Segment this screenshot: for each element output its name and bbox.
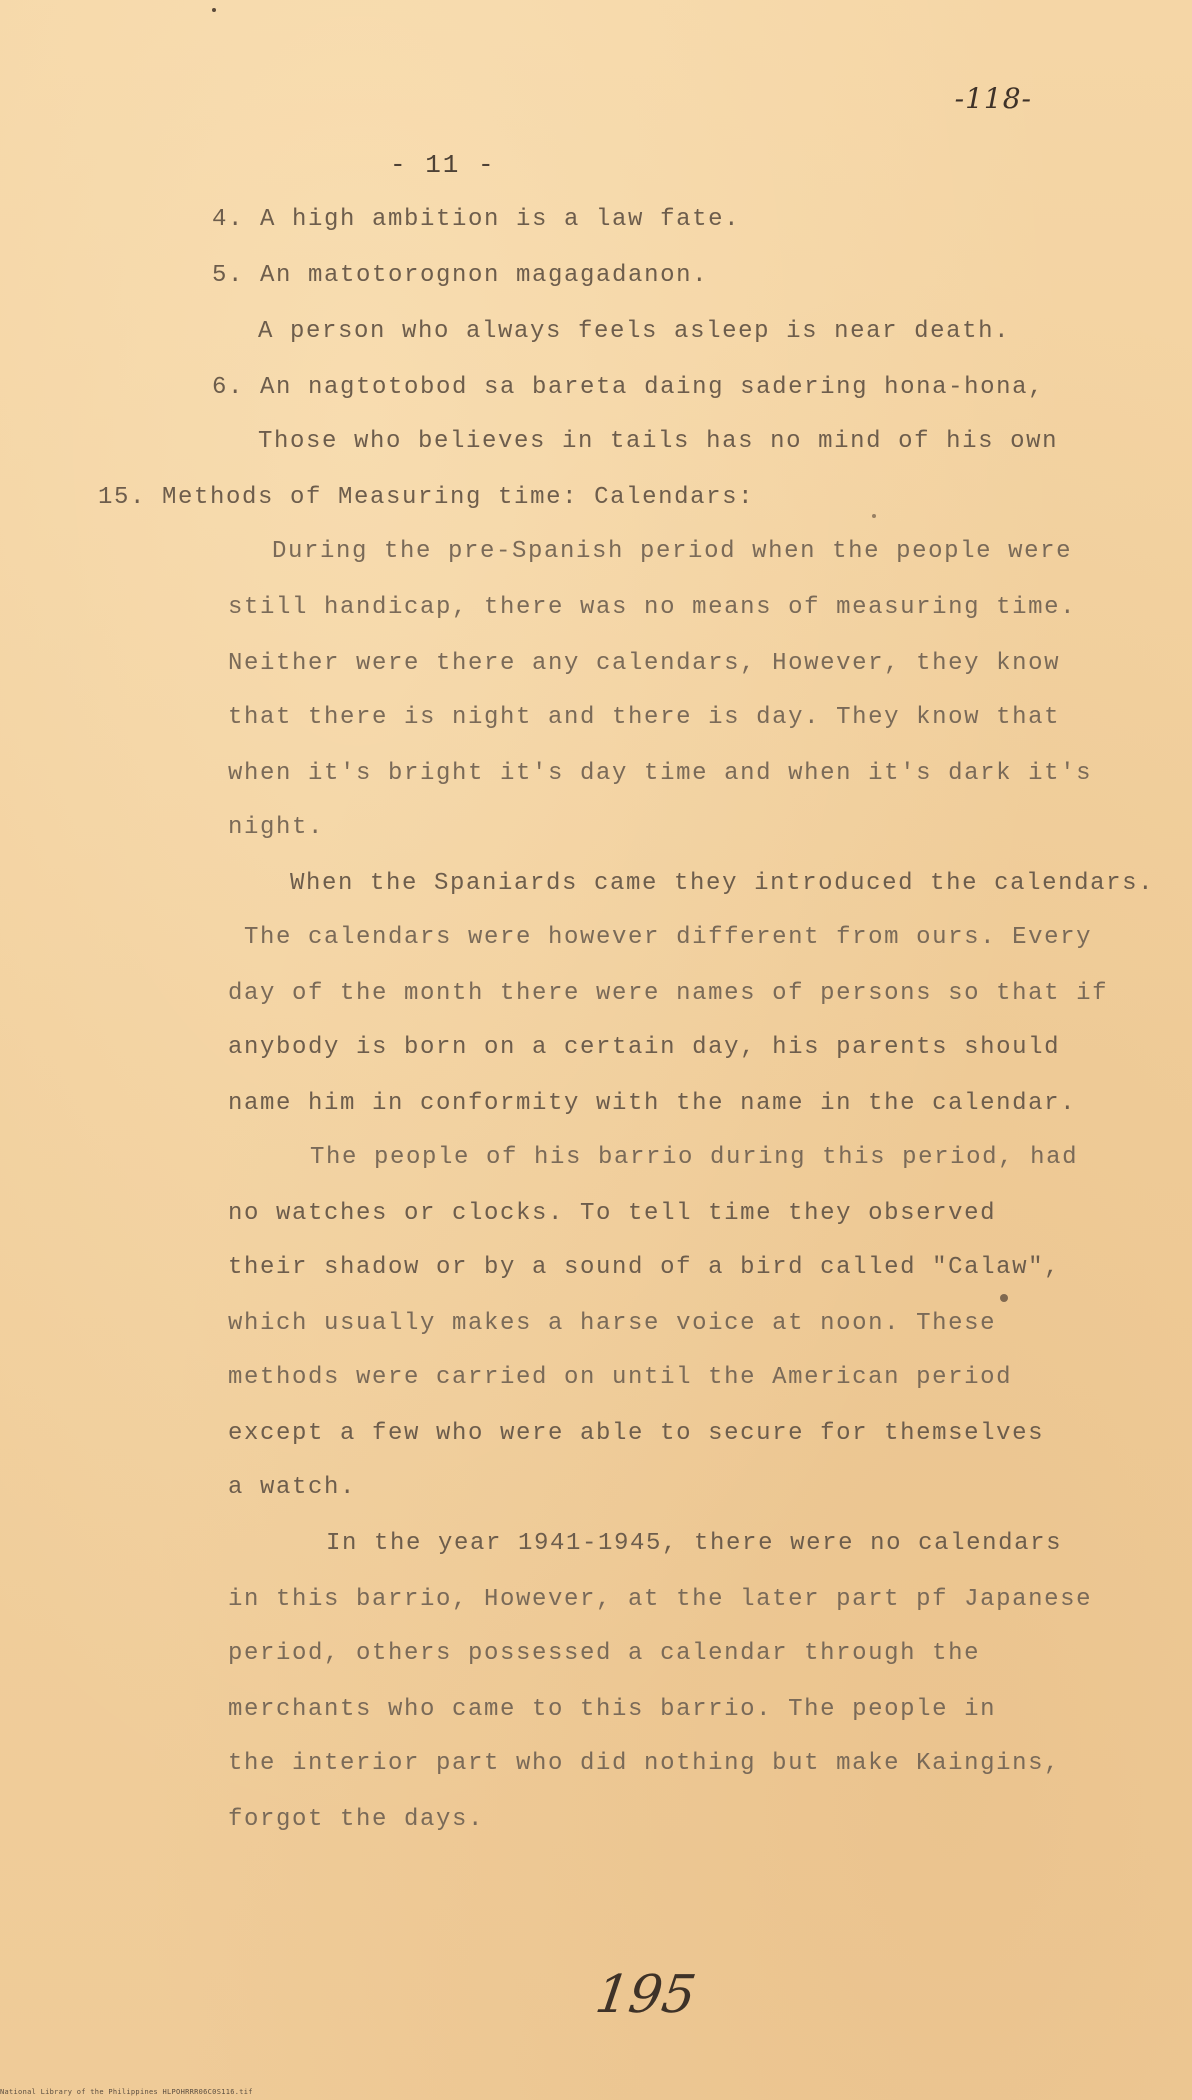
paragraph-line: day of the month there were names of persons so that if (228, 980, 1109, 1007)
paragraph-line: in this barrio, However, at the later part pf Japanese (228, 1586, 1093, 1613)
paragraph-line: that there is night and there is day. They know that (228, 704, 1061, 731)
ink-speck (1000, 1294, 1008, 1302)
paragraph-line: except a few who were able to secure for themselves (228, 1420, 1045, 1447)
handwritten-page-reference: -118- (954, 82, 1032, 115)
section-heading: 15. Methods of Measuring time: Calendars: (98, 484, 755, 511)
paragraph-line: the interior part who did nothing but make Kaingins, (228, 1750, 1061, 1777)
paragraph-line: The people of his barrio during this period, had (310, 1144, 1079, 1171)
paragraph-line: During the pre-Spanish period when the people were (272, 538, 1073, 565)
paragraph-line: methods were carried on until the American period (228, 1364, 1013, 1391)
paragraph-line: night. (228, 814, 325, 841)
proverb-line: 4. A high ambition is a law fate. (212, 206, 741, 233)
paragraph-line: In the year 1941-1945, there were no calendars (326, 1530, 1063, 1557)
proverb-line: 6. An nagtotobod sa bareta daing sadering hona-hona, (212, 374, 1045, 401)
paragraph-line: anybody is born on a certain day, his parents should (228, 1034, 1061, 1061)
paragraph-line: merchants who came to this barrio. The people in (228, 1696, 997, 1723)
paragraph-line: when it's bright it's day time and when it's dark it's (228, 760, 1093, 787)
proverb-translation: A person who always feels asleep is near death. (258, 318, 1011, 345)
paragraph-line: When the Spaniards came they introduced the calendars. (290, 870, 1155, 897)
paragraph-line: still handicap, there was no means of measuring time. (228, 594, 1077, 621)
paragraph-line: period, others possessed a calendar through the (228, 1640, 981, 1667)
paragraph-line: a watch. (228, 1474, 357, 1501)
paragraph-line: which usually makes a harse voice at noon. These (228, 1310, 997, 1337)
footer-archive-label: National Library of the Philippines HLPOHRRR06C0S116.tif (0, 2088, 253, 2096)
paragraph-line: name him in conformity with the name in the calendar. (228, 1090, 1077, 1117)
handwritten-folio-number: 195 (591, 1965, 700, 2025)
ink-speck (872, 514, 876, 518)
typed-page-number: - 11 - (390, 150, 496, 180)
paragraph-line: The calendars were however different from ours. Every (244, 924, 1093, 951)
proverb-translation: Those who believes in tails has no mind of his own (258, 428, 1059, 455)
proverb-line: 5. An matotorognon magagadanon. (212, 262, 709, 289)
paragraph-line: Neither were there any calendars, However, they know (228, 650, 1061, 677)
paragraph-line: their shadow or by a sound of a bird called "Calaw", (228, 1254, 1061, 1281)
paragraph-line: no watches or clocks. To tell time they observed (228, 1200, 997, 1227)
paragraph-line: forgot the days. (228, 1806, 485, 1833)
ink-speck (212, 8, 216, 12)
